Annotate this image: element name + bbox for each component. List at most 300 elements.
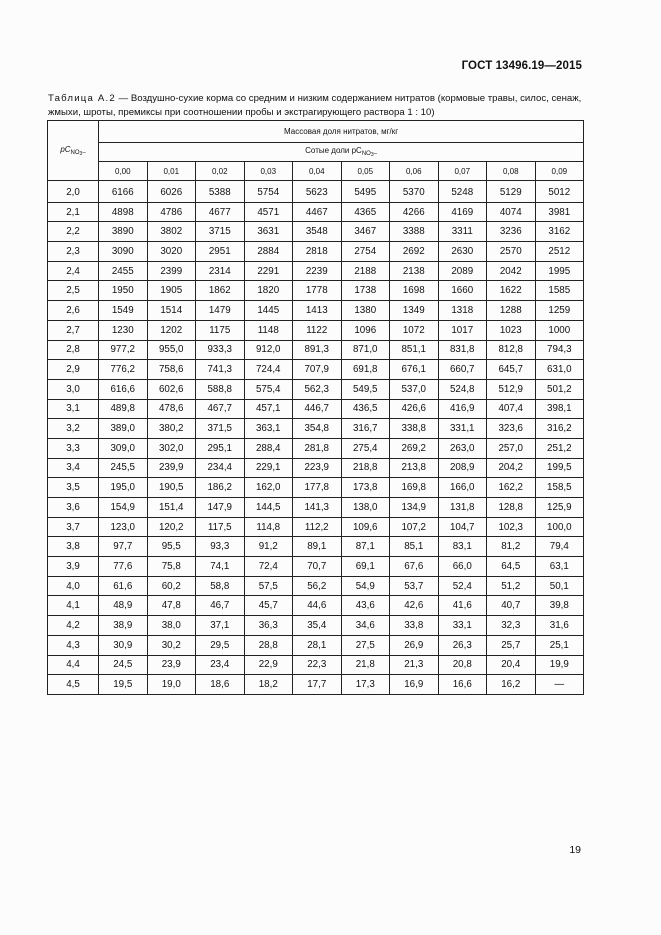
- table-cell: 389,0: [99, 419, 148, 439]
- table-row: [48, 181, 584, 203]
- table-cell: 47,8: [147, 596, 196, 616]
- table-cell: 100,0: [535, 517, 584, 537]
- table-cell: 162,0: [244, 478, 293, 498]
- table-cell: 3090: [99, 242, 148, 262]
- table-cell: 2188: [341, 261, 390, 281]
- table-cell: 19,5: [99, 675, 148, 695]
- table-cell: 46,7: [196, 596, 245, 616]
- table-row: [48, 281, 584, 301]
- table-cell: 85,1: [390, 537, 439, 557]
- table-cell: 64,5: [487, 557, 536, 577]
- table-cell: 97,7: [99, 537, 148, 557]
- table-cell: 54,9: [341, 576, 390, 596]
- table-row: [48, 517, 584, 537]
- table-cell: 87,1: [341, 537, 390, 557]
- table-cell: 537,0: [390, 379, 439, 399]
- table-cell: 218,8: [341, 458, 390, 478]
- table-cell: 309,0: [99, 438, 148, 458]
- table-cell: 741,3: [196, 360, 245, 380]
- row-label: 2,2: [48, 222, 99, 242]
- table-cell: 158,5: [535, 478, 584, 498]
- column-header: 0,07: [438, 162, 487, 181]
- table-cell: 27,5: [341, 635, 390, 655]
- table-cell: 1349: [390, 301, 439, 321]
- row-label: 2,4: [48, 261, 99, 281]
- table-cell: 4266: [390, 202, 439, 222]
- table-cell: 26,9: [390, 635, 439, 655]
- table-cell: 1175: [196, 320, 245, 340]
- table-cell: 4677: [196, 202, 245, 222]
- table-cell: 851,1: [390, 340, 439, 360]
- table-cell: 5012: [535, 181, 584, 203]
- row-label: 4,4: [48, 655, 99, 675]
- table-cell: 398,1: [535, 399, 584, 419]
- table-cell: 776,2: [99, 360, 148, 380]
- row-label: 2,9: [48, 360, 99, 380]
- table-cell: 41,6: [438, 596, 487, 616]
- column-header: 0,08: [487, 162, 536, 181]
- row-header-cell: $pC_{NO3-}$: [48, 121, 99, 181]
- table-row: [48, 458, 584, 478]
- table-row: [48, 675, 584, 695]
- table-body: [48, 181, 584, 695]
- table-row: [48, 320, 584, 340]
- table-cell: 1000: [535, 320, 584, 340]
- table-cell: 16,2: [487, 675, 536, 695]
- table-cell: 169,8: [390, 478, 439, 498]
- table-cell: 114,8: [244, 517, 293, 537]
- table-cell: 151,4: [147, 498, 196, 518]
- table-cell: 5388: [196, 181, 245, 203]
- table-cell: 154,9: [99, 498, 148, 518]
- column-header: 0,01: [147, 162, 196, 181]
- table-cell: 32,3: [487, 616, 536, 636]
- table-cell: 416,9: [438, 399, 487, 419]
- table-cell: 6166: [99, 181, 148, 203]
- table-cell: 20,8: [438, 655, 487, 675]
- nitrate-table: [47, 120, 584, 695]
- table-cell: 38,9: [99, 616, 148, 636]
- table-cell: 52,4: [438, 576, 487, 596]
- table-cell: 61,6: [99, 576, 148, 596]
- row-label: 2,6: [48, 301, 99, 321]
- table-cell: 25,1: [535, 635, 584, 655]
- row-label: 2,1: [48, 202, 99, 222]
- table-cell: 3236: [487, 222, 536, 242]
- table-cell: 363,1: [244, 419, 293, 439]
- table-cell: 302,0: [147, 438, 196, 458]
- table-cell: 2951: [196, 242, 245, 262]
- table-cell: 60,2: [147, 576, 196, 596]
- table-cell: 208,9: [438, 458, 487, 478]
- table-cell: 120,2: [147, 517, 196, 537]
- row-label: 3,7: [48, 517, 99, 537]
- table-cell: 50,1: [535, 576, 584, 596]
- table-row: [48, 202, 584, 222]
- table-cell: 5754: [244, 181, 293, 203]
- table-cell: 190,5: [147, 478, 196, 498]
- table-cell: 22,9: [244, 655, 293, 675]
- table-cell: 575,4: [244, 379, 293, 399]
- table-cell: 21,8: [341, 655, 390, 675]
- table-cell: 2042: [487, 261, 536, 281]
- table-cell: 794,3: [535, 340, 584, 360]
- table-cell: 2512: [535, 242, 584, 262]
- table-cell: 36,3: [244, 616, 293, 636]
- column-header: 0,06: [390, 162, 439, 181]
- table-cell: 102,3: [487, 517, 536, 537]
- page-number: 19: [569, 844, 581, 856]
- table-cell: 2138: [390, 261, 439, 281]
- table-cell: 70,7: [293, 557, 342, 577]
- column-header: 0,00: [99, 162, 148, 181]
- table-cell: 1017: [438, 320, 487, 340]
- table-cell: 288,4: [244, 438, 293, 458]
- table-cell: 2239: [293, 261, 342, 281]
- table-cell: 23,4: [196, 655, 245, 675]
- table-cell: 67,6: [390, 557, 439, 577]
- row-label: 2,5: [48, 281, 99, 301]
- table-cell: 707,9: [293, 360, 342, 380]
- table-cell: 125,9: [535, 498, 584, 518]
- table-cell: 17,7: [293, 675, 342, 695]
- table-cell: 117,5: [196, 517, 245, 537]
- table-cell: 40,7: [487, 596, 536, 616]
- row-label: 3,5: [48, 478, 99, 498]
- table-cell: 39,8: [535, 596, 584, 616]
- table-cell: 5623: [293, 181, 342, 203]
- row-label: 2,0: [48, 181, 99, 203]
- table-cell: 44,6: [293, 596, 342, 616]
- table-cell: 426,6: [390, 399, 439, 419]
- table-cell: 3162: [535, 222, 584, 242]
- table-cell: 4898: [99, 202, 148, 222]
- table-cell: 3020: [147, 242, 196, 262]
- table-cell: 195,0: [99, 478, 148, 498]
- table-row: [48, 655, 584, 675]
- table-cell: 234,4: [196, 458, 245, 478]
- table-cell: 109,6: [341, 517, 390, 537]
- column-header: 0,03: [244, 162, 293, 181]
- table-cell: 33,8: [390, 616, 439, 636]
- table-cell: 436,5: [341, 399, 390, 419]
- table-caption-label: Таблица А.2: [48, 93, 116, 104]
- table-cell: 977,2: [99, 340, 148, 360]
- table-cell: 3467: [341, 222, 390, 242]
- table-caption-text: — Воздушно-сухие корма со средним и низким содержанием нитратов (кормовые травы, силос, сенаж, жмыхи, шроты, премиксы при соотношении пробы и экстрагирующего раствора 1 : 10): [48, 93, 582, 118]
- table-cell: 676,1: [390, 360, 439, 380]
- subgroup-header: Сотые доли $pC_{NO3-}$: [99, 143, 584, 162]
- row-label: 3,6: [48, 498, 99, 518]
- table-cell: 2570: [487, 242, 536, 262]
- table-cell: 16,6: [438, 675, 487, 695]
- table-cell: 1698: [390, 281, 439, 301]
- table-cell: 2754: [341, 242, 390, 262]
- table-cell: 562,3: [293, 379, 342, 399]
- table-cell: 45,7: [244, 596, 293, 616]
- table-cell: 2818: [293, 242, 342, 262]
- table-cell: 467,7: [196, 399, 245, 419]
- table-row: [48, 419, 584, 439]
- table-cell: 91,2: [244, 537, 293, 557]
- table-cell: 23,9: [147, 655, 196, 675]
- table-cell: 588,8: [196, 379, 245, 399]
- table-cell: 524,8: [438, 379, 487, 399]
- table-cell: 57,5: [244, 576, 293, 596]
- table-cell: 2455: [99, 261, 148, 281]
- table-cell: 1995: [535, 261, 584, 281]
- table-cell: 6026: [147, 181, 196, 203]
- table-cell: 1585: [535, 281, 584, 301]
- table-cell: 223,9: [293, 458, 342, 478]
- table-row: [48, 360, 584, 380]
- table-cell: 5370: [390, 181, 439, 203]
- table-cell: 1318: [438, 301, 487, 321]
- table-cell: 4169: [438, 202, 487, 222]
- table-cell: 5248: [438, 181, 487, 203]
- table-cell: 1778: [293, 281, 342, 301]
- table-row: [48, 537, 584, 557]
- table-cell: 63,1: [535, 557, 584, 577]
- table-cell: 1445: [244, 301, 293, 321]
- table-cell: 3802: [147, 222, 196, 242]
- column-header: 0,04: [293, 162, 342, 181]
- table-cell: 1514: [147, 301, 196, 321]
- row-label: 4,0: [48, 576, 99, 596]
- table-cell: 239,9: [147, 458, 196, 478]
- table-cell: 1230: [99, 320, 148, 340]
- row-label: 3,2: [48, 419, 99, 439]
- table-cell: 3548: [293, 222, 342, 242]
- table-row: [48, 557, 584, 577]
- table-cell: 691,8: [341, 360, 390, 380]
- column-header: 0,09: [535, 162, 584, 181]
- table-cell: 257,0: [487, 438, 536, 458]
- table-cell: 1380: [341, 301, 390, 321]
- table-row: [48, 576, 584, 596]
- table-cell: 616,6: [99, 379, 148, 399]
- table-cell: 31,6: [535, 616, 584, 636]
- table-row: [48, 261, 584, 281]
- table-cell: 4074: [487, 202, 536, 222]
- table-cell: 19,9: [535, 655, 584, 675]
- table-cell: 1660: [438, 281, 487, 301]
- table-cell: 229,1: [244, 458, 293, 478]
- table-cell: 2884: [244, 242, 293, 262]
- table-cell: 1479: [196, 301, 245, 321]
- table-cell: 22,3: [293, 655, 342, 675]
- table-cell: 204,2: [487, 458, 536, 478]
- table-cell: 955,0: [147, 340, 196, 360]
- standard-header: ГОСТ 13496.19—2015: [461, 60, 582, 72]
- table-cell: 3311: [438, 222, 487, 242]
- table-cell: 3715: [196, 222, 245, 242]
- table-cell: 69,1: [341, 557, 390, 577]
- table-cell: 21,3: [390, 655, 439, 675]
- table-cell: 43,6: [341, 596, 390, 616]
- table-cell: 38,0: [147, 616, 196, 636]
- column-header-row: [48, 162, 584, 181]
- table-cell: 25,7: [487, 635, 536, 655]
- table-cell: 380,2: [147, 419, 196, 439]
- table-cell: 3981: [535, 202, 584, 222]
- row-label: 2,7: [48, 320, 99, 340]
- table-cell: 144,5: [244, 498, 293, 518]
- table-cell: 104,7: [438, 517, 487, 537]
- table-cell: 316,7: [341, 419, 390, 439]
- table-cell: 758,6: [147, 360, 196, 380]
- table-cell: 457,1: [244, 399, 293, 419]
- table-caption: [48, 92, 583, 119]
- table-cell: 891,3: [293, 340, 342, 360]
- table-cell: 1905: [147, 281, 196, 301]
- table-cell: 4467: [293, 202, 342, 222]
- table-cell: 93,3: [196, 537, 245, 557]
- table-row: [48, 635, 584, 655]
- table-row: [48, 301, 584, 321]
- table-cell: 3388: [390, 222, 439, 242]
- table-row: [48, 478, 584, 498]
- table-cell: 28,8: [244, 635, 293, 655]
- table-cell: 295,1: [196, 438, 245, 458]
- table-cell: 20,4: [487, 655, 536, 675]
- table-cell: 263,0: [438, 438, 487, 458]
- table-cell: 275,4: [341, 438, 390, 458]
- row-label: 4,2: [48, 616, 99, 636]
- table-cell: 724,4: [244, 360, 293, 380]
- table-cell: 1950: [99, 281, 148, 301]
- table-cell: 79,4: [535, 537, 584, 557]
- row-label: 4,3: [48, 635, 99, 655]
- table-cell: 4365: [341, 202, 390, 222]
- table-cell: 141,3: [293, 498, 342, 518]
- column-header: 0,05: [341, 162, 390, 181]
- table-row: [48, 340, 584, 360]
- table-cell: 269,2: [390, 438, 439, 458]
- table-cell: 16,9: [390, 675, 439, 695]
- table-cell: 173,8: [341, 478, 390, 498]
- table-cell: 199,5: [535, 458, 584, 478]
- table-cell: 72,4: [244, 557, 293, 577]
- row-label: 3,1: [48, 399, 99, 419]
- table-cell: 316,2: [535, 419, 584, 439]
- table-cell: 213,8: [390, 458, 439, 478]
- table-cell: 186,2: [196, 478, 245, 498]
- table-cell: 42,6: [390, 596, 439, 616]
- row-label: 4,1: [48, 596, 99, 616]
- table-cell: 166,0: [438, 478, 487, 498]
- row-label: 3,9: [48, 557, 99, 577]
- table-cell: 2291: [244, 261, 293, 281]
- table-cell: 871,0: [341, 340, 390, 360]
- table-cell: 812,8: [487, 340, 536, 360]
- table-cell: 331,1: [438, 419, 487, 439]
- table-cell: 2399: [147, 261, 196, 281]
- table-cell: 602,6: [147, 379, 196, 399]
- table-cell: 2314: [196, 261, 245, 281]
- table-cell: 2630: [438, 242, 487, 262]
- table-cell: 645,7: [487, 360, 536, 380]
- table-cell: 1072: [390, 320, 439, 340]
- table-cell: 631,0: [535, 360, 584, 380]
- row-label: 2,3: [48, 242, 99, 262]
- row-label: 4,5: [48, 675, 99, 695]
- table-cell: 34,6: [341, 616, 390, 636]
- table-cell: 251,2: [535, 438, 584, 458]
- row-label: 3,4: [48, 458, 99, 478]
- table-cell: 35,4: [293, 616, 342, 636]
- table-cell: 30,2: [147, 635, 196, 655]
- table-cell: 501,2: [535, 379, 584, 399]
- table-cell: 112,2: [293, 517, 342, 537]
- table-cell: 81,2: [487, 537, 536, 557]
- table-cell: 1862: [196, 281, 245, 301]
- table-cell: 371,5: [196, 419, 245, 439]
- table-cell: 4786: [147, 202, 196, 222]
- table-cell: 323,6: [487, 419, 536, 439]
- table-cell: 18,6: [196, 675, 245, 695]
- table-row: [48, 616, 584, 636]
- table-cell: 446,7: [293, 399, 342, 419]
- table-row: [48, 498, 584, 518]
- table-cell: 549,5: [341, 379, 390, 399]
- table-cell: 19,0: [147, 675, 196, 695]
- table-cell: 95,5: [147, 537, 196, 557]
- table-cell: 1820: [244, 281, 293, 301]
- table-row: [48, 596, 584, 616]
- table-cell: 17,3: [341, 675, 390, 695]
- table-cell: —: [535, 675, 584, 695]
- table-cell: 1148: [244, 320, 293, 340]
- table-cell: 18,2: [244, 675, 293, 695]
- table-cell: 138,0: [341, 498, 390, 518]
- row-label: 3,0: [48, 379, 99, 399]
- table-row: [48, 399, 584, 419]
- table-cell: 489,8: [99, 399, 148, 419]
- table-row: [48, 379, 584, 399]
- table-cell: 5129: [487, 181, 536, 203]
- table-cell: 407,4: [487, 399, 536, 419]
- table-cell: 2692: [390, 242, 439, 262]
- table-cell: 338,8: [390, 419, 439, 439]
- table-cell: 2089: [438, 261, 487, 281]
- table-cell: 512,9: [487, 379, 536, 399]
- table-cell: 660,7: [438, 360, 487, 380]
- table-cell: 33,1: [438, 616, 487, 636]
- table-cell: 56,2: [293, 576, 342, 596]
- table-cell: 245,5: [99, 458, 148, 478]
- table-cell: 1096: [341, 320, 390, 340]
- table-cell: 1413: [293, 301, 342, 321]
- table-cell: 1288: [487, 301, 536, 321]
- table-cell: 51,2: [487, 576, 536, 596]
- table-cell: 53,7: [390, 576, 439, 596]
- table-cell: 4571: [244, 202, 293, 222]
- table-cell: 77,6: [99, 557, 148, 577]
- table-cell: 26,3: [438, 635, 487, 655]
- table-cell: 66,0: [438, 557, 487, 577]
- table-cell: 37,1: [196, 616, 245, 636]
- table-cell: 58,8: [196, 576, 245, 596]
- table-cell: 281,8: [293, 438, 342, 458]
- table-cell: 89,1: [293, 537, 342, 557]
- table-cell: 24,5: [99, 655, 148, 675]
- table-cell: 74,1: [196, 557, 245, 577]
- table-cell: 478,6: [147, 399, 196, 419]
- table-cell: 1202: [147, 320, 196, 340]
- row-label: 3,8: [48, 537, 99, 557]
- table-cell: 83,1: [438, 537, 487, 557]
